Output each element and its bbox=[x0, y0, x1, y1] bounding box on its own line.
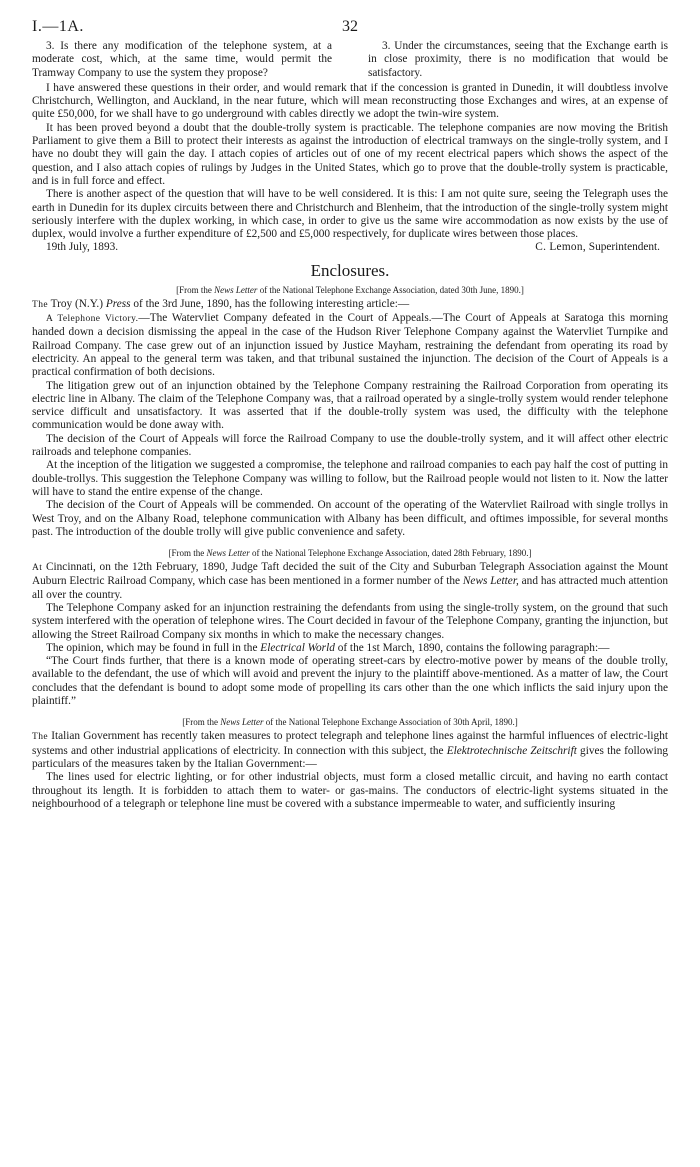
article-paragraph: The litigation grew out of an injunction obtained by the Telephone Company restraining the Railroad Corporation from operating its electric line in Albany. The claim of the Telephone Company was, that a railroad operated by a single-trolly system would render telephone service difficult and unsatisfactory. It was asserted that if the double-trolly system was used, the difficulty with the telephone communication would be done away with. bbox=[32, 379, 668, 432]
letter-signature-line bbox=[32, 241, 668, 254]
enclosure-source bbox=[32, 284, 668, 296]
article-paragraph: The decision of the Court of Appeals will force the Railroad Company to use the double-trolly system, and it will affect other electric railroads and telephone companies. bbox=[32, 432, 668, 459]
article-caption: A Telephone Victory. bbox=[46, 314, 139, 325]
source-publication: News Letter bbox=[206, 548, 250, 559]
enclosure-3 bbox=[32, 716, 668, 811]
lead-word: The bbox=[32, 732, 48, 743]
source-suffix: of the National Telephone Exchange Association, dated 30th June, 1890.] bbox=[257, 284, 524, 295]
article-text: —The Watervliet Company defeated in the Court of Appeals.—The Court of Appeals at Saratoga this morning handed down a decision dismissing the appeal in the case of the Hudson River Telephone Company against the Watervliet Turnpike and Railroad Company. The case grew out of an injunction issued by Justice Mayham, restraining the defendant from operating its road by electricity. An appeal to the general term was taken, and that tribunal sustained the injunction. The decision of the Court of Appeals is a practical confirmation of both decisions. bbox=[32, 312, 668, 379]
signature bbox=[535, 241, 660, 254]
article-paragraph bbox=[32, 561, 668, 602]
article-emphasis: Electrical World bbox=[260, 641, 335, 654]
source-publication: News Letter bbox=[214, 284, 258, 295]
enclosure-source bbox=[32, 547, 668, 559]
enclosure-source bbox=[32, 716, 668, 728]
article-paragraph: At the inception of the litigation we suggested a compromise, the telephone and railroad companies to each pay half the cost of putting in double-trollys. This suggestion the Telephone Company was willing to follow, but the Railroad people would not listen to it. Now the latter will have to stand the entire expense of the change. bbox=[32, 459, 668, 498]
source-publication: News Letter bbox=[220, 717, 264, 728]
article-text-end: and has attracted much attention all over the country. bbox=[32, 575, 668, 601]
article-paragraph bbox=[32, 730, 668, 771]
intro-text: Troy (N.Y.) bbox=[47, 297, 106, 310]
letter-paragraph: It has been proved beyond a doubt that the double-trolly system is practicable. The telephone companies are now moving the British Parliament to give them a Bill to protect their interests as against the introduction of electrical tramways on the single-trolly system, and I have no doubt they will gain the day. I attach copies of articles out of one of my recent electrical papers which shows the aspect of the question, and I also attach copies of rulings by Judges in the United States, which go to prove that the double-trolly system is practicable, and is in full force and effect. bbox=[32, 121, 668, 187]
enclosures-heading: Enclosures. bbox=[310, 260, 390, 280]
lead-word: The bbox=[32, 299, 48, 310]
signature-title: Superintendent. bbox=[588, 241, 660, 254]
source-prefix: [From the bbox=[176, 284, 215, 295]
enclosure-intro bbox=[32, 298, 668, 312]
letter-paragraph: I have answered these questions in their order, and would remark that if the concession is granted in Dunedin, it will doubtless involve Christchurch, Wellington, and Auckland, in the near future, which will mean reconstructing those Exchanges and wires, at an expense of quite £50,000, for we shall have to go underground with cables directly we adopt the twin-wire system. bbox=[32, 81, 668, 121]
article-text-end: of the 1st March, 1890, contains the following paragraph:— bbox=[334, 641, 610, 654]
article-emphasis: Elektrotechnische Zeitschrift bbox=[446, 744, 577, 757]
question-3: 3. Is there any modification of the telephone system, at a moderate cost, which, at the same time, would permit the Tramway Company to use the system they propose? bbox=[32, 40, 332, 79]
page-header bbox=[32, 10, 668, 40]
section-reference: I.—1A. bbox=[32, 18, 84, 35]
source-suffix: of the National Telephone Exchange Association, dated 28th February, 1890.] bbox=[249, 548, 532, 559]
article-paragraph bbox=[32, 312, 668, 379]
article-paragraph bbox=[32, 642, 668, 655]
article-text-end: gives the following particulars of the measures taken by the Italian Government:— bbox=[32, 744, 669, 770]
article-emphasis: News Letter, bbox=[462, 575, 519, 588]
article-paragraph: The lines used for electric lighting, or for other industrial objects, must form a closed metallic circuit, and having no earth contact throughout its length. It is forbidden to attach them to water- or gas-mains. The conductors of electric-light systems situated in the neighbourhood of a telegraph or telephone line must be covered with a substance impermeable to water, and sufficiently insuring bbox=[32, 771, 668, 810]
signature-name: C. Lemon, bbox=[535, 241, 586, 254]
page-number: 32 bbox=[342, 18, 358, 35]
lead-word: At bbox=[32, 563, 43, 574]
court-quote: “The Court finds further, that there is a known mode of operating street-cars by electro-motive power by means of the double trolly, available to the defendant, the use of which will avoid and prevent the injury to the plaintiff above-mentioned. As a matter of law, the Court concludes that the defendant is bound to adopt some mode of propelling its cars other than the one which inflicts the said injury upon the plaintiff.” bbox=[32, 655, 668, 708]
source-prefix: [From the bbox=[168, 548, 207, 559]
letter-paragraph: There is another aspect of the question that will have to be well considered. It is this: I am not quite sure, seeing the Telegraph uses the earth in Dunedin for its duplex circuits between there and Christchurch and Blenheim, that the introduction of the single-trolly system might seriously interfere with the duplex working, in which case, in order to give us the same wire accommodation as now exists by the use of duplex, would involve a further expenditure of £2,500 and £5,000 respectively, for duplicate wires between those places. bbox=[32, 188, 668, 241]
question-answer-columns bbox=[32, 40, 668, 80]
intro-text-end: of the 3rd June, 1890, has the following interesting article:— bbox=[130, 297, 410, 310]
article-paragraph: The Telephone Company asked for an injunction restraining the defendants from using the single-trolly system, on the ground that such system interfered with the operation of telephone wires. The Court decided in favour of the Telephone Company, granting the injunction, but allowing the Street Railroad Company six months in which to make the necessary changes. bbox=[32, 601, 668, 641]
source-suffix: of the National Telephone Exchange Association of 30th April, 1890.] bbox=[263, 717, 518, 728]
intro-emphasis: Press bbox=[105, 297, 131, 310]
letter-date: 19th July, 1893. bbox=[46, 241, 119, 254]
answer-3: 3. Under the circumstances, seeing that the Exchange earth is in close proximity, there is no modification that would be satisfactory. bbox=[368, 40, 668, 79]
article-text: Italian Government has recently taken measures to protect telegraph and telephone lines against the harmful influences of electric-light systems and other industrial applications of electricity. In connection with this subject, the bbox=[32, 730, 668, 757]
source-prefix: [From the bbox=[182, 717, 221, 728]
article-paragraph: The decision of the Court of Appeals will be commended. On account of the operating of the Watervliet Railroad with single trollys in West Troy, and on the Albany Road, telephone communication with Albany has been difficult, and oftimes impossible, for several months past. The introduction of the double trolly will give public convenience and safety. bbox=[32, 499, 668, 538]
article-text: Cincinnati, on the 12th February, 1890, Judge Taft decided the suit of the City and Suburban Telegraph Association against the Mount Auburn Electric Railroad Company, which case has been mentioned in a former number of the bbox=[32, 561, 668, 588]
enclosure-2 bbox=[32, 547, 668, 708]
enclosure-1 bbox=[32, 284, 668, 539]
letter-body bbox=[32, 82, 668, 242]
article-text: The opinion, which may be found in full in the bbox=[46, 641, 261, 654]
